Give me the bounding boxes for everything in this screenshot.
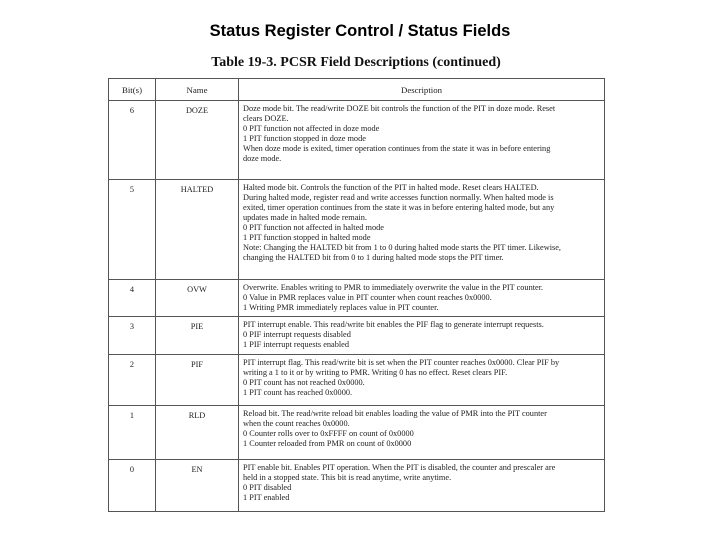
description-line: During halted mode, register read and write accesses function normally. When halted mode is <box>243 193 554 202</box>
field-name-cell: HALTED <box>156 180 239 280</box>
field-bit-cell: 0 <box>109 460 156 512</box>
table-body <box>109 101 605 512</box>
field-name-cell: PIF <box>156 355 239 406</box>
description-line: Overwrite. Enables writing to PMR to immediately overwrite the value in the PIT counter. <box>243 283 544 292</box>
description-line: 0 PIT function not affected in doze mode <box>243 124 380 133</box>
description-line: Note: Changing the HALTED bit from 1 to 0 during halted mode starts the PIT timer. Likewise, <box>243 243 561 252</box>
field-description-cell <box>239 280 605 317</box>
field-bit-cell: 6 <box>109 101 156 180</box>
description-line: PIT interrupt flag. This read/write bit is set when the PIT counter reaches 0x0000. Clear PIF by <box>243 358 560 367</box>
field-description-cell <box>239 317 605 355</box>
field-description-cell <box>239 355 605 406</box>
table-row <box>109 180 605 280</box>
description-line: when the count reaches 0x0000. <box>243 419 350 428</box>
description-line: 0 Counter rolls over to 0xFFFF on count of 0x0000 <box>243 429 414 438</box>
field-name-cell: RLD <box>156 406 239 460</box>
description-line: changing the HALTED bit from 0 to 1 during halted mode stops the PIT timer. <box>243 253 504 262</box>
description-line: writing a 1 to it or by writing to PMR. Writing 0 has no effect. Reset clears PIF. <box>243 368 508 377</box>
description-line: 1 PIF interrupt requests enabled <box>243 340 349 349</box>
description-line: Reload bit. The read/write reload bit enables loading the value of PMR into the PIT counter <box>243 409 547 418</box>
description-line: 0 Value in PMR replaces value in PIT counter when count reaches 0x0000. <box>243 293 492 302</box>
description-line: clears DOZE. <box>243 114 289 123</box>
table-row <box>109 460 605 512</box>
field-name-cell: DOZE <box>156 101 239 180</box>
description-line: 0 PIT count has not reached 0x0000. <box>243 378 365 387</box>
field-bit-cell: 4 <box>109 280 156 317</box>
description-line: exited, timer operation continues from the state it was in before entering halted mode, but any <box>243 203 555 212</box>
description-line: PIT interrupt enable. This read/write bit enables the PIF flag to generate interrupt requests. <box>243 320 544 329</box>
table-header-row <box>109 79 605 101</box>
table-row <box>109 101 605 180</box>
slide-title: Status Register Control / Status Fields <box>209 22 511 40</box>
field-name-cell: OVW <box>156 280 239 317</box>
description-line: 1 PIT count has reached 0x0000. <box>243 388 353 397</box>
description-line: updates made in halted mode remain. <box>243 213 367 222</box>
description-line: 1 PIT function stopped in halted mode <box>243 233 371 242</box>
field-bit-cell: 2 <box>109 355 156 406</box>
column-header-name: Name <box>156 79 239 101</box>
pcsr-field-table <box>108 78 605 512</box>
column-header-description: Description <box>239 79 605 101</box>
field-description-cell <box>239 180 605 280</box>
table-caption: Table 19-3. PCSR Field Descriptions (continued) <box>211 55 501 70</box>
description-line: 1 Counter reloaded from PMR on count of 0x0000 <box>243 439 412 448</box>
field-name-cell: PIE <box>156 317 239 355</box>
field-bit-cell: 5 <box>109 180 156 280</box>
column-header-bits: Bit(s) <box>109 79 156 101</box>
description-line: held in a stopped state. This bit is read anytime, write anytime. <box>243 473 452 482</box>
description-line: 1 Writing PMR immediately replaces value in PIT counter. <box>243 303 439 312</box>
table-row <box>109 406 605 460</box>
field-description-cell <box>239 406 605 460</box>
description-line: Doze mode bit. The read/write DOZE bit controls the function of the PIT in doze mode. Reset <box>243 104 556 113</box>
description-line: PIT enable bit. Enables PIT operation. When the PIT is disabled, the counter and prescaler are <box>243 463 556 472</box>
table-row <box>109 280 605 317</box>
description-line: 1 PIT enabled <box>243 493 290 502</box>
field-name-cell: EN <box>156 460 239 512</box>
field-bit-cell: 1 <box>109 406 156 460</box>
description-line: 0 PIT function not affected in halted mode <box>243 223 384 232</box>
table-row <box>109 317 605 355</box>
description-line: 0 PIF interrupt requests disabled <box>243 330 351 339</box>
field-description-cell <box>239 101 605 180</box>
table-row <box>109 355 605 406</box>
description-line: 0 PIT disabled <box>243 483 292 492</box>
description-line: 1 PIT function stopped in doze mode <box>243 134 366 143</box>
description-line: When doze mode is exited, timer operation continues from the state it was in before entering <box>243 144 551 153</box>
description-line: Halted mode bit. Controls the function of the PIT in halted mode. Reset clears HALTED. <box>243 183 539 192</box>
field-bit-cell: 3 <box>109 317 156 355</box>
description-line: doze mode. <box>243 154 282 163</box>
field-description-cell <box>239 460 605 512</box>
